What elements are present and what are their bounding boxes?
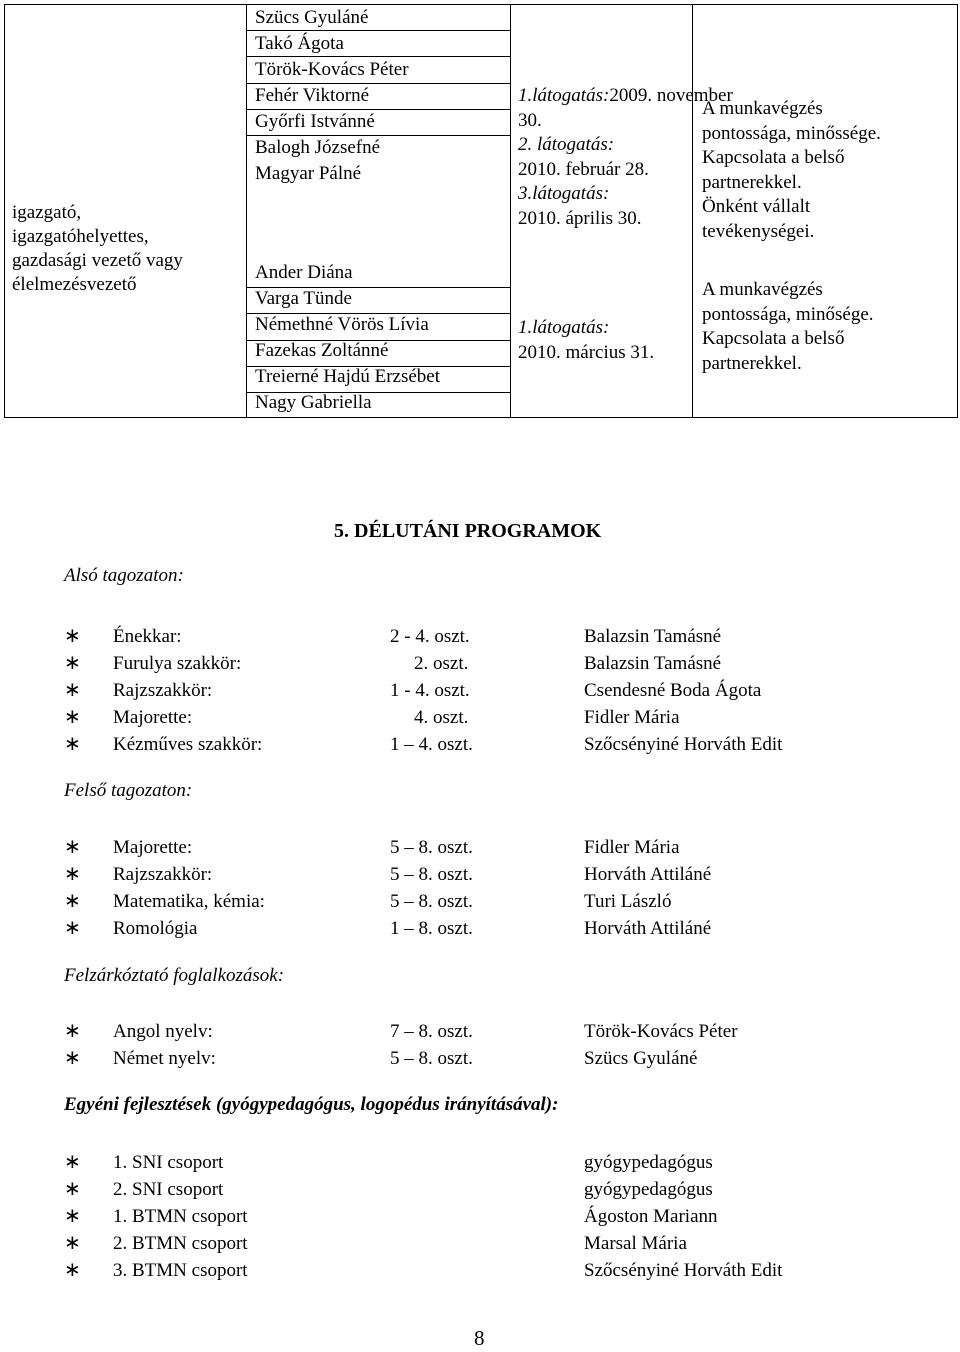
staff-name: Győrfi Istvánné (255, 111, 375, 132)
program-grade: 2. oszt. (414, 653, 469, 674)
staff-name: Némethné Vörös Lívia (255, 314, 429, 335)
criteria-line: Kapcsolata a belső (702, 328, 845, 349)
visit-line (518, 182, 733, 207)
bullet-icon: ∗ (64, 917, 81, 939)
program-grade: 5 – 8. oszt. (390, 891, 473, 912)
program-teacher: Csendesné Boda Ágota (584, 680, 762, 701)
bullet-icon: ∗ (64, 1178, 81, 1200)
visit-date: 30. (518, 109, 542, 131)
program-teacher: gyógypedagógus (584, 1179, 713, 1200)
criteria-line: partnerekkel. (702, 352, 802, 374)
program-teacher: Horváth Attiláné (584, 864, 712, 885)
group-heading: Alsó tagozaton: (64, 565, 184, 586)
program-grade: 4. oszt. (414, 707, 469, 728)
visit-line (518, 158, 733, 183)
role-line: gazdasági vezető vagy (12, 250, 183, 271)
program-teacher: Balazsin Tamásné (584, 626, 722, 647)
staff-name: Fazekas Zoltánné (255, 340, 389, 361)
role-line: élelmezésvezető (12, 274, 137, 295)
visit-label: 2. látogatás: (518, 134, 615, 155)
program-teacher: Fidler Mária (584, 707, 680, 728)
visit-line (518, 109, 733, 134)
program-teacher: Marsal Mária (584, 1233, 687, 1254)
program-teacher: Balazsin Tamásné (584, 653, 722, 674)
staff-name: Magyar Pálné (255, 163, 362, 184)
program-teacher: Szőcsényiné Horváth Edit (584, 734, 783, 755)
visits-group-b (518, 316, 654, 365)
bullet-icon: ∗ (64, 706, 81, 728)
bullet-icon: ∗ (64, 1151, 81, 1173)
staff-name: Fehér Viktorné (255, 85, 370, 106)
visit-date: 2010. március 31. (518, 341, 655, 363)
program-name: 2. BTMN csoport (113, 1233, 248, 1254)
staff-name: Varga Tünde (255, 288, 352, 309)
section-title: 5. DÉLUTÁNI PROGRAMOK (334, 520, 602, 542)
criteria-line: A munkavégzés (702, 279, 823, 300)
program-name: Rajzszakkör: (113, 864, 213, 885)
visit-label: 3.látogatás: (518, 183, 610, 204)
bullet-icon: ∗ (64, 1232, 81, 1254)
program-name: Majorette: (113, 707, 193, 728)
role-cell (12, 201, 183, 297)
program-grade: 2 - 4. oszt. (390, 626, 470, 647)
program-teacher: Turi László (584, 891, 672, 912)
bullet-icon: ∗ (64, 1205, 81, 1227)
program-name: 1. SNI csoport (113, 1152, 224, 1173)
visits-group-a (518, 84, 733, 231)
group-heading: Felső tagozaton: (64, 780, 193, 801)
page-number: 8 (474, 1326, 485, 1350)
program-name: Angol nyelv: (113, 1021, 213, 1042)
program-name: Romológia (113, 918, 198, 939)
staff-name: Balogh Józsefné (255, 137, 381, 158)
program-teacher: Szőcsényiné Horváth Edit (584, 1260, 783, 1281)
program-name: Német nyelv: (113, 1048, 216, 1069)
program-grade: 5 – 8. oszt. (390, 864, 473, 885)
staff-name: Ander Diána (255, 262, 353, 283)
role-line: igazgató, (12, 202, 82, 223)
visit-label: 1.látogatás: (518, 85, 610, 106)
criteria-line: Önként vállalt (702, 196, 811, 217)
criteria-group-a (702, 97, 881, 244)
visit-line (518, 316, 654, 341)
bullet-icon: ∗ (64, 890, 81, 912)
program-name: Matematika, kémia: (113, 891, 265, 912)
bullet-icon: ∗ (64, 625, 81, 647)
program-name: Majorette: (113, 837, 193, 858)
bullet-icon: ∗ (64, 679, 81, 701)
bullet-icon: ∗ (64, 863, 81, 885)
program-name: 3. BTMN csoport (113, 1260, 248, 1281)
staff-name: Takó Ágota (255, 33, 344, 54)
group-heading: Felzárkóztató foglalkozások: (64, 965, 285, 986)
visit-date: 2010. február 28. (518, 158, 649, 180)
program-name: Furulya szakkör: (113, 653, 242, 674)
names-group-a (255, 5, 409, 187)
staff-name: Treierné Hajdú Erzsébet (255, 366, 441, 387)
program-teacher: gyógypedagógus (584, 1152, 713, 1173)
bullet-icon: ∗ (64, 652, 81, 674)
bullet-icon: ∗ (64, 1047, 81, 1069)
program-grade: 1 – 8. oszt. (390, 918, 473, 939)
visit-line (518, 207, 733, 232)
visit-date: 2009. november (609, 85, 733, 106)
program-teacher: Török-Kovács Péter (584, 1021, 738, 1042)
criteria-line: tevékenységei. (702, 220, 815, 242)
program-grade: 1 – 4. oszt. (390, 734, 473, 755)
program-name: Kézműves szakkör: (113, 734, 263, 755)
visit-label: 1.látogatás: (518, 317, 610, 338)
program-grade: 5 – 8. oszt. (390, 1048, 473, 1069)
program-teacher: Horváth Attiláné (584, 918, 712, 939)
program-teacher: Fidler Mária (584, 837, 680, 858)
criteria-line: partnerekkel. (702, 171, 802, 193)
program-grade: 7 – 8. oszt. (390, 1021, 473, 1042)
staff-name: Nagy Gabriella (255, 392, 372, 413)
visit-line (518, 84, 733, 109)
program-name: Rajzszakkör: (113, 680, 213, 701)
visit-line (518, 133, 733, 158)
bullet-icon: ∗ (64, 1020, 81, 1042)
visit-line (518, 341, 654, 366)
criteria-line: pontossága, minőssége. (702, 122, 881, 144)
criteria-line: A munkavégzés (702, 98, 823, 119)
program-name: Énekkar: (113, 626, 182, 647)
criteria-line: pontossága, minősége. (702, 303, 874, 325)
program-teacher: Ágoston Mariann (584, 1206, 718, 1227)
visit-date: 2010. április 30. (518, 207, 642, 229)
bullet-icon: ∗ (64, 733, 81, 755)
role-line: igazgatóhelyettes, (12, 226, 149, 247)
staff-name: Török-Kovács Péter (255, 59, 409, 80)
program-grade: 1 - 4. oszt. (390, 680, 470, 701)
criteria-group-b (702, 278, 874, 376)
program-teacher: Szücs Gyuláné (584, 1048, 698, 1069)
program-grade: 5 – 8. oszt. (390, 837, 473, 858)
program-name: 2. SNI csoport (113, 1179, 224, 1200)
names-group-b (255, 260, 440, 416)
program-name: 1. BTMN csoport (113, 1206, 248, 1227)
bullet-icon: ∗ (64, 1259, 81, 1281)
bullet-icon: ∗ (64, 836, 81, 858)
group-heading: Egyéni fejlesztések (gyógypedagógus, logopédus irányításával): (64, 1094, 559, 1115)
staff-name: Szücs Gyuláné (255, 7, 369, 28)
criteria-line: Kapcsolata a belső (702, 147, 845, 168)
